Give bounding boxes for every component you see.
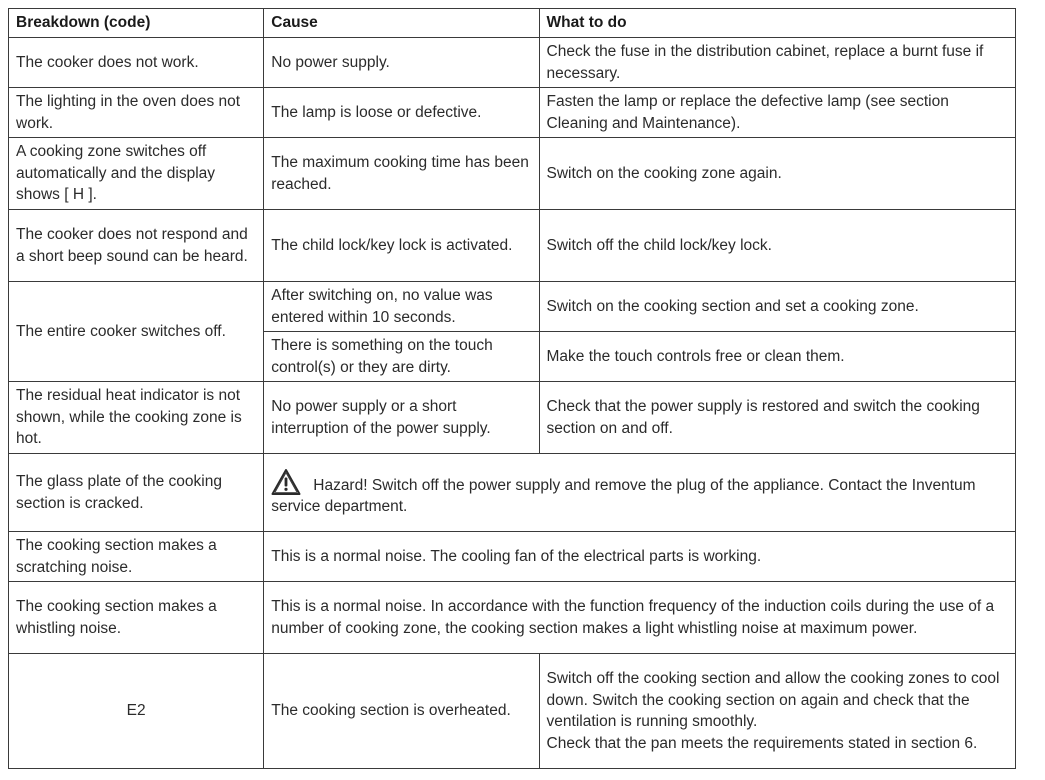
- action-text: Switch off the cooking section and allow the cooking zones to cool down. Switch the cooking section on again and check that the ventilation is running smoothly.: [546, 670, 1000, 730]
- table-row: [9, 38, 1016, 88]
- table-row: [9, 582, 1016, 654]
- hazard-text: Hazard! Switch off the power supply and remove the plug of the appliance. Contact the Inventum service department.: [271, 476, 976, 515]
- breakdown-cell: The cooking section makes a scratching noise.: [9, 532, 264, 582]
- table-header-row: [9, 9, 1016, 38]
- breakdown-cell: The lighting in the oven does not work.: [9, 88, 264, 138]
- cause-cell: No power supply or a short interruption of the power supply.: [264, 382, 539, 454]
- table-row: [9, 138, 1016, 210]
- breakdown-cell: A cooking zone switches off automatically and the display shows [ H ].: [9, 138, 264, 210]
- table-row: [9, 88, 1016, 138]
- table-row: [9, 454, 1016, 532]
- action-cell: Make the touch controls free or clean them.: [539, 332, 1015, 382]
- header-breakdown: Breakdown (code): [9, 9, 264, 38]
- cause-cell: The cooking section is overheated.: [264, 654, 539, 769]
- merged-cell: This is a normal noise. In accordance with the function frequency of the induction coils during the use of a number of cooking zone, the cooking section makes a light whistling noise at maximum power.: [264, 582, 1016, 654]
- table-row: [9, 210, 1016, 282]
- warning-triangle-icon: [271, 468, 301, 496]
- breakdown-cell: The entire cooker switches off.: [9, 282, 264, 382]
- merged-cell: This is a normal noise. The cooling fan of the electrical parts is working.: [264, 532, 1016, 582]
- hazard-cell: [264, 454, 1016, 532]
- action-extra-text: Check that the pan meets the requirements stated in section 6.: [546, 734, 978, 752]
- breakdown-cell: The glass plate of the cooking section is cracked.: [9, 454, 264, 532]
- action-cell: Switch on the cooking zone again.: [539, 138, 1015, 210]
- breakdown-cell: The residual heat indicator is not shown, while the cooking zone is hot.: [9, 382, 264, 454]
- troubleshooting-table: [8, 8, 1016, 769]
- action-cell: Switch on the cooking section and set a cooking zone.: [539, 282, 1015, 332]
- action-cell: Check that the power supply is restored and switch the cooking section on and off.: [539, 382, 1015, 454]
- cause-cell: After switching on, no value was entered within 10 seconds.: [264, 282, 539, 332]
- cause-cell: The lamp is loose or defective.: [264, 88, 539, 138]
- table-row: [9, 282, 1016, 332]
- cause-cell: There is something on the touch control(s) or they are dirty.: [264, 332, 539, 382]
- action-cell: [539, 654, 1015, 769]
- table-row: [9, 654, 1016, 769]
- breakdown-cell: The cooker does not work.: [9, 38, 264, 88]
- header-what-to-do: What to do: [539, 9, 1015, 38]
- action-cell: Fasten the lamp or replace the defective lamp (see section Cleaning and Maintenance).: [539, 88, 1015, 138]
- cause-cell: The child lock/key lock is activated.: [264, 210, 539, 282]
- error-code-cell: E2: [9, 654, 264, 769]
- breakdown-cell: The cooker does not respond and a short beep sound can be heard.: [9, 210, 264, 282]
- table-row: [9, 382, 1016, 454]
- action-cell: Switch off the child lock/key lock.: [539, 210, 1015, 282]
- action-cell: Check the fuse in the distribution cabinet, replace a burnt fuse if necessary.: [539, 38, 1015, 88]
- table-row: [9, 532, 1016, 582]
- cause-cell: No power supply.: [264, 38, 539, 88]
- cause-cell: The maximum cooking time has been reached.: [264, 138, 539, 210]
- header-cause: Cause: [264, 9, 539, 38]
- breakdown-cell: The cooking section makes a whistling noise.: [9, 582, 264, 654]
